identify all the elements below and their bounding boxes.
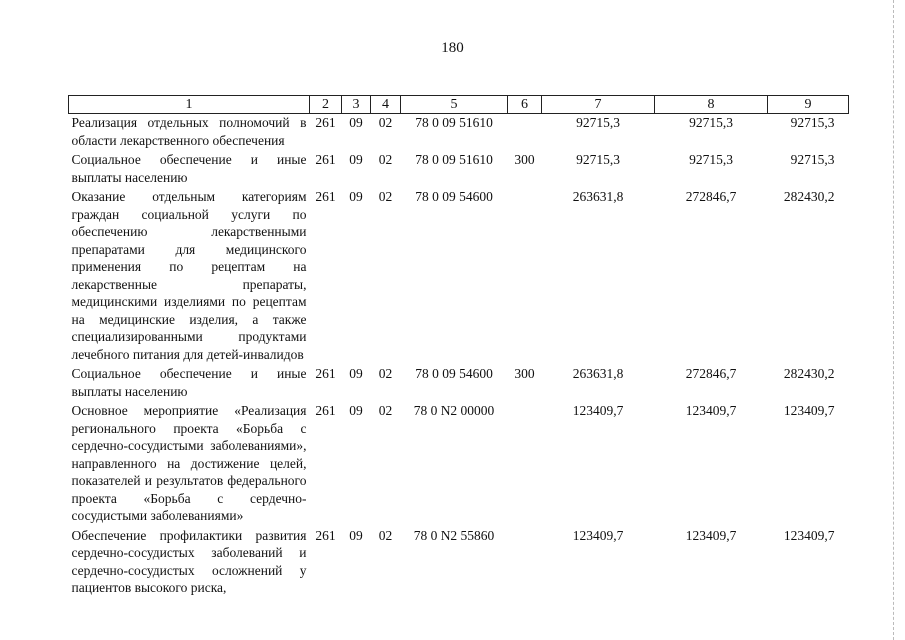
header-col-1: 1	[69, 96, 310, 114]
row-target-article: 78 0 09 54600	[415, 189, 493, 204]
row-subsection-code: 02	[378, 189, 393, 204]
row-section-code: 09	[349, 403, 363, 418]
row-sum-col-8: 123409,7	[685, 403, 737, 418]
table-row	[69, 365, 849, 402]
header-col-4: 4	[371, 96, 401, 114]
row-sum-col-9: 282430,2	[783, 366, 835, 381]
row-name: Реализация отдельных полномочий в области лекарственного обеспечения	[71, 115, 307, 148]
row-sum-col-9: 92715,3	[790, 115, 835, 130]
header-col-8: 8	[655, 96, 768, 114]
row-expense-type: 300	[514, 366, 535, 381]
header-col-5: 5	[401, 96, 508, 114]
row-expense-type	[508, 114, 542, 152]
row-ministry-code: 261	[315, 366, 336, 381]
row-ministry-code: 261	[315, 189, 336, 204]
row-sum-col-9: 123409,7	[783, 403, 835, 418]
row-sum-col-7: 92715,3	[576, 115, 620, 130]
row-sum-col-9: 92715,3	[790, 152, 835, 167]
row-target-article: 78 0 09 51610	[415, 115, 493, 130]
table-header	[69, 96, 849, 114]
row-name: Оказание отдельным категориям граждан социальной услуги по обеспечению лекарственными препаратами для медицинского применения по рецептам на лекарственные препараты, медицинскими изделиями по рецептам на медицинские изделия, а также специализированными продуктами лечебного питания для детей-инвалидов	[71, 189, 307, 362]
row-subsection-code: 02	[378, 527, 393, 543]
row-sum-col-8: 272846,7	[685, 366, 737, 381]
row-section-code: 09	[349, 527, 363, 543]
row-name: Социальное обеспечение и иные выплаты населению	[71, 152, 307, 185]
row-target-article: 78 0 N2 00000	[413, 403, 495, 418]
page-number: 180	[441, 40, 464, 56]
row-section-code: 09	[349, 115, 363, 130]
row-section-code: 09	[349, 152, 363, 167]
budget-table	[68, 95, 849, 599]
header-col-7: 7	[542, 96, 655, 114]
row-sum-col-9: 282430,2	[783, 189, 835, 204]
row-sum-col-7: 123409,7	[572, 403, 624, 418]
row-sum-col-9: 123409,7	[783, 527, 835, 543]
row-ministry-code: 261	[315, 115, 336, 130]
table-row	[69, 151, 849, 188]
table-row	[69, 527, 849, 599]
header-col-3: 3	[342, 96, 371, 114]
row-sum-col-8: 123409,7	[685, 527, 737, 543]
row-target-article: 78 0 09 51610	[415, 152, 493, 167]
row-section-code: 09	[349, 189, 363, 204]
row-section-code: 09	[349, 366, 363, 381]
row-ministry-code: 261	[315, 403, 336, 418]
header-col-9: 9	[768, 96, 849, 114]
table-row	[69, 402, 849, 527]
row-subsection-code: 02	[378, 366, 393, 381]
table-row	[69, 188, 849, 365]
row-expense-type: 300	[514, 152, 535, 167]
row-sum-col-7: 263631,8	[572, 189, 624, 204]
header-col-2: 2	[310, 96, 342, 114]
row-name: Социальное обеспечение и иные выплаты населению	[71, 366, 307, 399]
row-name: Основное мероприятие «Реализация регионального проекта «Борьба с сердечно-сосудистыми заболеваниями», направленного на достижение целей, показателей и результатов федерального проекта «Борьба с сердечно-сосудистыми заболеваниями»	[71, 403, 307, 523]
row-target-article: 78 0 N2 55860	[413, 527, 495, 543]
row-target-article: 78 0 09 54600	[415, 366, 493, 381]
header-col-6: 6	[508, 96, 542, 114]
row-subsection-code: 02	[378, 403, 393, 418]
row-sum-col-8: 92715,3	[689, 152, 733, 167]
row-subsection-code: 02	[378, 115, 393, 130]
table-body	[69, 114, 849, 599]
table-row	[69, 114, 849, 152]
row-subsection-code: 02	[378, 152, 393, 167]
scan-edge-line	[893, 0, 894, 640]
row-ministry-code: 261	[315, 527, 336, 543]
row-expense-type	[508, 188, 542, 365]
row-name: Обеспечение профилактики развития сердечно-сосудистых заболеваний и сердечно-сосудистых осложнений у пациентов высокого риска,	[71, 527, 307, 595]
row-expense-type	[508, 402, 542, 527]
row-sum-col-7: 123409,7	[572, 527, 624, 543]
row-ministry-code: 261	[315, 152, 336, 167]
row-expense-type	[508, 527, 542, 599]
row-sum-col-8: 92715,3	[689, 115, 733, 130]
row-sum-col-7: 263631,8	[572, 366, 624, 381]
row-sum-col-7: 92715,3	[576, 152, 620, 167]
row-sum-col-8: 272846,7	[685, 189, 737, 204]
